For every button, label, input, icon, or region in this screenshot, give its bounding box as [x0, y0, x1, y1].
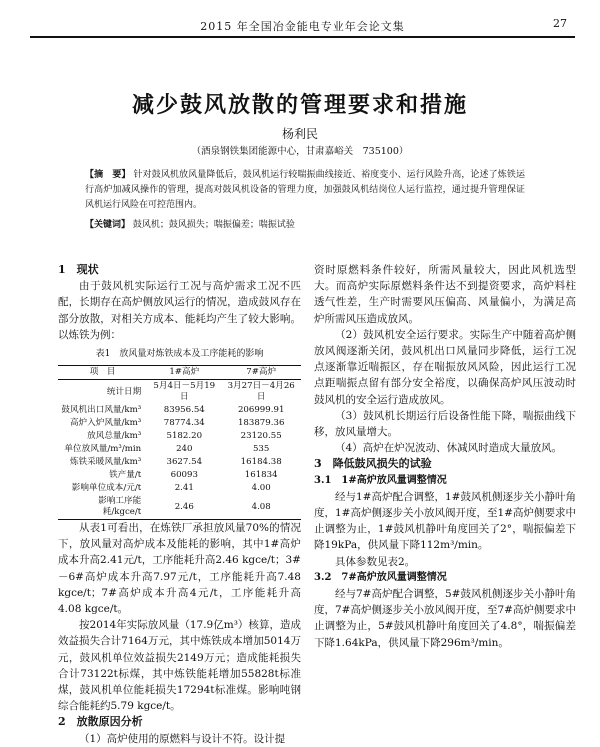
- subsection-3-2-paragraph: 经与7#高炉配合调整，5#鼓风机侧逐步关小静叶角度，7#高炉侧逐步关小放风阀开度，至7#高炉侧要求中止调整为止，5#鼓风机静叶角度回关了4.8°，喘振偏差下降1.64kPa，供风量下降296m³/min。: [314, 588, 576, 649]
- table-cell: 影响单位成本/元/t: [71, 483, 142, 493]
- table-cell: 单位放风量/m³/min: [64, 444, 142, 454]
- table-1-caption: 表1 放风量对炼铁成本及工序能耗的影响: [95, 349, 264, 359]
- page-header: [30, 14, 575, 38]
- table-header-row: [58, 366, 301, 380]
- abstract-text: 针对鼓风机放风量降低后，鼓风机运行较喘振曲线接近、裕度变小、运行风险升高，论述了炼铁运行高炉加减风操作的管理，提高对鼓风机设备的管理力度，加强鼓风机结岗位人运行监控，通过提升管理保证风机运行风险在可控范围内。: [85, 170, 525, 210]
- table-cell: 240: [176, 444, 193, 454]
- paper-title: 减少鼓风放散的管理要求和措施: [131, 92, 468, 118]
- affiliation: （酒泉钢铁集团能源中心，甘肃嘉峪关 735100）: [191, 146, 409, 157]
- table-cell: 183879.36: [237, 418, 285, 428]
- reason-item-3: （3）鼓风机长期运行后设备性能下降，喘振曲线下移，放风量增大。: [314, 409, 576, 439]
- section-3-heading: 3 降低鼓风损失的试验: [314, 457, 432, 471]
- table-cell: 206999.91: [237, 405, 285, 415]
- table-cell: 23120.55: [240, 431, 282, 441]
- table-cell: 3月27日－4月26日: [227, 381, 295, 402]
- section-1-heading: 1 现状: [58, 263, 99, 276]
- abstract-label: 【摘 要】: [85, 170, 131, 180]
- table-1: [58, 365, 301, 520]
- table-row: [58, 380, 301, 405]
- subsection-3-1-note: 具体参数见表2。: [335, 555, 416, 568]
- paragraph-3: 按2014年实际放风量（17.9亿m³）核算，造成效益损失合计7164万元，其中炼铁成本增加5014万元，鼓风机单位效益损失2149万元；造成能耗损失合计73122t标煤，其中炼铁能耗增加55828t标准煤，鼓风机单位能耗损失17294t标准煤。影响吨钢综合能耗约5.79 kgce/t。: [58, 619, 301, 713]
- table-row: [58, 443, 301, 456]
- subsection-3-2-heading: 3.2 7#高炉放风量调整情况: [314, 571, 447, 583]
- table-cell: 535: [252, 444, 270, 454]
- table-cell: 4.00: [251, 483, 271, 493]
- reason-item-2: （2）鼓风机安全运行要求。实际生产中随着高炉侧放风阀逐渐关闭，鼓风机出口风量同步降低，运行工况点逐渐靠近喘振区，存在喘振放风风险，因此运行工况点距喘振点留有部分安全裕度，以确保高炉风压波动时鼓风机的安全运行造成放风。: [314, 328, 576, 406]
- section-1-paragraph: 由于鼓风机实际运行工况与高炉需求工况不匹配，长期存在高炉侧放风运行的情况，造成鼓风存在部分放散，对相关方成本、能耗均产生了较大影响。以炼铁为例：: [58, 280, 301, 341]
- continued-paragraph: 资时原燃料条件较好，所需风量较大，因此风机选型大。而高炉实际原燃料条件达不到提资要求，高炉料柱透气性差，生产时需要风压偏高、风量偏小，为满足高炉所需风压造成放风。: [314, 264, 576, 325]
- table-row: [58, 469, 301, 482]
- table-header-bf1: 1#高炉: [147, 366, 221, 380]
- page-number: 27: [553, 17, 567, 30]
- table-header-bf7: 7#高炉: [221, 366, 301, 380]
- keywords: [85, 217, 525, 230]
- table-row: [58, 430, 301, 443]
- table-cell: 2.46: [147, 495, 221, 520]
- keywords-text: 鼓风机；鼓风损失；喘振偏差；喘振试验: [132, 220, 295, 230]
- left-column-top: [58, 262, 301, 343]
- table-cell: 16184.38: [240, 457, 282, 467]
- reason-item-4: （4）高炉在炉况波动、休减风时造成大量放风。: [335, 442, 563, 455]
- table-cell: 3627.54: [166, 457, 203, 467]
- table-cell: 78774.34: [163, 418, 205, 428]
- table-cell: 60093: [170, 470, 198, 480]
- section-2-item-1: （1）高炉使用的原燃料与设计不符。设计提: [79, 732, 286, 745]
- abstract: [85, 168, 525, 213]
- table-cell: 83956.54: [163, 405, 205, 415]
- table-cell: 5182.20: [166, 431, 203, 441]
- paragraph-2: 从表1可看出，在炼铁厂承担放风量70%的情况下，放风量对高炉成本及能耗的影响，其中1#高炉成本升高2.41元/t，工序能耗升高2.46 kgce/t；3#－6#高炉成本升高7.97元/t，工序能耗升高7.48 kgce/t；7#高炉成本升高4元/t，工序能耗升高4.08 kgce/t。: [58, 522, 301, 616]
- table-cell: 高炉入炉风量/km³: [69, 418, 142, 428]
- section-2-heading: 2 放散原因分析: [58, 715, 143, 729]
- table-cell: 2.41: [174, 483, 194, 493]
- table-row: [58, 404, 301, 417]
- keywords-label: 【关键词】: [85, 220, 131, 230]
- table-cell: 铁产量/t: [109, 470, 142, 480]
- table-cell: 炼铁采暖风量/km³: [69, 457, 142, 467]
- table-row: [58, 495, 301, 520]
- table-cell: 放风总量/km³: [87, 431, 142, 441]
- table-cell: 影响工序能耗/kgce/t: [58, 495, 147, 520]
- table-row: [58, 417, 301, 430]
- table-row: [58, 482, 301, 495]
- left-column-bottom: [58, 520, 301, 747]
- subsection-3-1-paragraph: 经与1#高炉配合调整，1#鼓风机侧逐步关小静叶角度，1#高炉侧逐步关小放风阀开度，至1#高炉侧要求中止调整为止，1#鼓风机静叶角度回关了2°，喘振偏差下降19kPa，供风量下降112m³/min。: [314, 490, 576, 552]
- subsection-3-1-heading: 3.1 1#高炉放风量调整情况: [314, 474, 447, 486]
- table-cell: 统计日期: [106, 386, 142, 397]
- table-cell: 161834: [244, 470, 278, 480]
- author: 杨利民: [281, 127, 318, 141]
- table-cell: 鼓风机出口风量/km³: [61, 405, 142, 415]
- table-cell: 4.08: [221, 495, 301, 520]
- table-cell: 5月4日－5月19日: [153, 381, 216, 402]
- journal-title: 2015 年全国冶金能电专业年会论文集: [200, 20, 405, 33]
- right-column: [314, 262, 576, 651]
- table-row: [58, 456, 301, 469]
- table-header-item: 项 目: [58, 366, 147, 380]
